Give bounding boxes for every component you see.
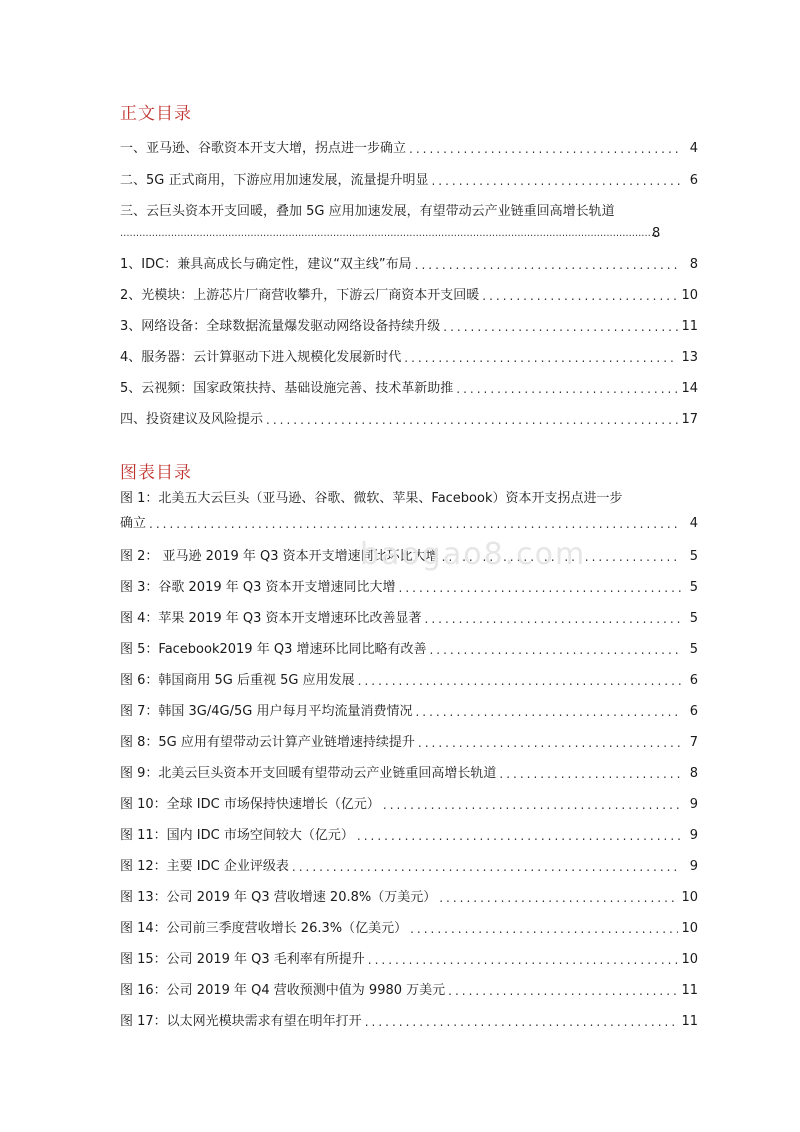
toc-entry-title: 1、IDC：兼具高成长与确定性，建议“双主线”布局 xyxy=(120,257,412,272)
toc-entry[interactable] xyxy=(120,346,698,366)
toc-entry-title: 2、光模块：上游芯片厂商营收攀升，下游云厂商资本开支回暖 xyxy=(120,288,480,303)
toc-entry-page: 11 xyxy=(681,319,698,334)
figure-entry-page: 6 xyxy=(689,704,698,719)
toc-entry-title[interactable]: 三、云巨头资本开支回暖，叠加 5G 应用加速发展，有望带动云产业链重回高增长轨道 xyxy=(120,204,615,219)
dot-leader xyxy=(431,173,681,189)
figure-entry-page: 10 xyxy=(681,921,698,936)
figure-entry-page: 4 xyxy=(689,516,698,531)
toc-entry-title: 四、投资建议及风险提示 xyxy=(120,412,264,427)
figure-entry[interactable] xyxy=(120,793,698,813)
figure-entry-title: 图 16：公司 2019 年 Q4 营收预测中值为 9980 万美元 xyxy=(120,983,446,998)
figure-list-heading: 图表目录 xyxy=(120,463,192,483)
dot-leader xyxy=(266,412,678,428)
figure-entry[interactable] xyxy=(120,855,698,875)
toc-entry-page: 14 xyxy=(681,381,698,396)
toc-entry[interactable] xyxy=(120,377,698,397)
figure-entry-title: 图 13：公司 2019 年 Q3 营收增速 20.8%（万美元） xyxy=(120,890,437,905)
toc-entry-page: 10 xyxy=(681,288,698,303)
dot-leader xyxy=(399,580,681,596)
figure-entry-title[interactable]: 图 1：北美五大云巨头（亚马逊、谷歌、微软、苹果、Facebook）资本开支拐点进一步 xyxy=(120,491,623,506)
figure-entry[interactable] xyxy=(120,917,698,937)
toc-entry[interactable] xyxy=(120,253,698,273)
figure-entry-page: 11 xyxy=(681,983,698,998)
figure-entry-page: 9 xyxy=(689,797,698,812)
figure-entry-page: 8 xyxy=(689,766,698,781)
toc-entry[interactable] xyxy=(120,408,698,428)
toc-entry-title: 5、云视频：国家政策扶持、基础设施完善、技术革新助推 xyxy=(120,381,454,396)
dot-leader xyxy=(368,952,679,968)
toc-entry[interactable] xyxy=(120,315,698,335)
toc-entry-title: 4、服务器：云计算驱动下进入规模化发展新时代 xyxy=(120,350,402,365)
figure-entry-title: 图 17：以太网光模块需求有望在明年打开 xyxy=(120,1014,362,1029)
figure-entry[interactable] xyxy=(120,700,698,720)
figure-entry[interactable] xyxy=(120,512,698,532)
toc-entry-page: 8 xyxy=(652,226,661,241)
figure-entry-title: 图 8：5G 应用有望带动云计算产业链增速持续提升 xyxy=(120,735,415,750)
figure-entry[interactable] xyxy=(120,545,698,565)
figure-entry[interactable] xyxy=(120,576,698,596)
figure-entry[interactable] xyxy=(120,762,698,782)
dot-leader xyxy=(383,797,681,813)
figure-entry[interactable] xyxy=(120,824,698,844)
dot-leader xyxy=(404,350,678,366)
figure-entry[interactable] xyxy=(120,948,698,968)
figure-entry-page: 10 xyxy=(681,890,698,905)
dot-leader xyxy=(439,890,678,906)
toc-entry-title: 一、亚马逊、谷歌资本开支大增，拐点进一步确立 xyxy=(120,141,407,156)
toc-entry-title: 3、网络设备：全球数据流量爆发驱动网络设备持续升级 xyxy=(120,319,441,334)
figure-entry-page: 10 xyxy=(681,952,698,967)
dot-leader xyxy=(365,1014,679,1030)
toc-entry-page: 17 xyxy=(681,412,698,427)
figure-entry[interactable] xyxy=(120,638,698,658)
figure-entry[interactable] xyxy=(120,669,698,689)
figure-entry-page: 5 xyxy=(689,611,698,626)
dot-leader xyxy=(409,141,681,157)
dot-leader xyxy=(357,828,681,844)
figure-entry-title: 图 10：全球 IDC 市场保持快速增长（亿元） xyxy=(120,797,380,812)
dot-leader xyxy=(415,257,681,273)
dot-leader xyxy=(429,642,681,658)
figure-entry-page: 9 xyxy=(689,828,698,843)
figure-entry[interactable] xyxy=(120,1010,698,1030)
figure-entry-title: 图 3：谷歌 2019 年 Q3 资本开支增速同比大增 xyxy=(120,580,396,595)
figure-entry-title: 图 12：主要 IDC 企业评级表 xyxy=(120,859,289,874)
toc-entry[interactable] xyxy=(120,169,698,189)
figure-entry-page: 9 xyxy=(689,859,698,874)
figure-entry-title: 图 11：国内 IDC 市场空间较大（亿元） xyxy=(120,828,354,843)
figure-entry-page: 6 xyxy=(689,673,698,688)
dot-leader xyxy=(482,288,678,304)
figure-entry-page: 5 xyxy=(689,580,698,595)
dot-leader xyxy=(410,921,678,937)
figure-entry-title: 图 7：韩国 3G/4G/5G 用户每月平均流量消费情况 xyxy=(120,704,413,719)
dot-leader xyxy=(456,381,678,397)
figure-entry-page: 7 xyxy=(689,735,698,750)
toc-entry-title: 二、5G 正式商用，下游应用加速发展，流量提升明显 xyxy=(120,173,429,188)
figure-entry-title: 图 14：公司前三季度营收增长 26.3%（亿美元） xyxy=(120,921,408,936)
toc-entry-page: 8 xyxy=(689,257,698,272)
figure-entry[interactable] xyxy=(120,979,698,999)
figure-entry-page: 5 xyxy=(689,642,698,657)
watermark: baogao8.com xyxy=(360,537,587,572)
toc-entry-page: 4 xyxy=(689,141,698,156)
figure-entry-title: 图 5：Facebook2019 年 Q3 增速环比同比略有改善 xyxy=(120,642,427,657)
figure-entry-title: 图 4：苹果 2019 年 Q3 资本开支增速环比改善显著 xyxy=(120,611,422,626)
figure-entry-title: 图 6：韩国商用 5G 后重视 5G 应用发展 xyxy=(120,673,355,688)
figure-entry-title: 图 2： 亚马逊 2019 年 Q3 资本开支增速同比环比大增 xyxy=(120,549,439,564)
toc-entry-page: 13 xyxy=(681,350,698,365)
dot-leader xyxy=(499,766,681,782)
dot-leader xyxy=(442,549,681,565)
figure-entry-title: 确立 xyxy=(120,516,147,531)
toc-entry[interactable] xyxy=(120,284,698,304)
dot-leader xyxy=(415,704,681,720)
figure-entry-title: 图 15：公司 2019 年 Q3 毛利率有所提升 xyxy=(120,952,365,967)
figure-entry[interactable] xyxy=(120,607,698,627)
toc-heading: 正文目录 xyxy=(120,104,192,124)
dot-leader xyxy=(120,226,660,242)
dot-leader xyxy=(448,983,678,999)
figure-entry-page: 5 xyxy=(689,549,698,564)
toc-entry[interactable] xyxy=(120,137,698,157)
toc-entry-page: 6 xyxy=(689,173,698,188)
figure-entry-page: 11 xyxy=(681,1014,698,1029)
dot-leader xyxy=(418,735,681,751)
dot-leader xyxy=(425,611,681,627)
figure-entry-title: 图 9：北美云巨头资本开支回暖有望带动云产业链重回高增长轨道 xyxy=(120,766,497,781)
dot-leader xyxy=(358,673,681,689)
dot-leader xyxy=(292,859,681,875)
dot-leader xyxy=(149,516,681,532)
figure-entry[interactable] xyxy=(120,886,698,906)
figure-entry[interactable] xyxy=(120,731,698,751)
dot-leader xyxy=(443,319,678,335)
